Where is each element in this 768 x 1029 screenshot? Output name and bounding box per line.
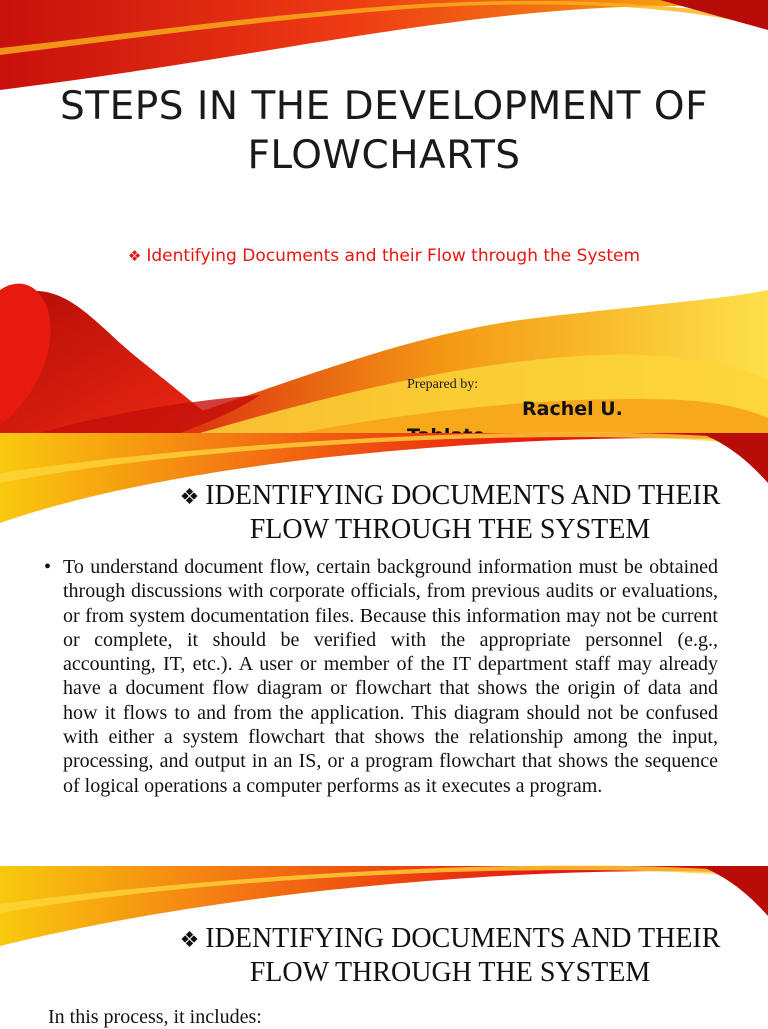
diamond-bullet-icon: ❖ bbox=[127, 247, 142, 265]
title-slide bbox=[0, 0, 768, 433]
diamond-bullet-icon: ❖ bbox=[179, 484, 200, 509]
content-slide bbox=[0, 838, 768, 1028]
prepared-by-label: Prepared by: bbox=[407, 377, 479, 392]
content-slide bbox=[0, 433, 768, 838]
bullet-icon: • bbox=[44, 556, 52, 578]
subtitle-text: Identifying Documents and their Flow through the System bbox=[146, 246, 641, 266]
slide-subtitle bbox=[0, 246, 768, 266]
slide-heading bbox=[160, 479, 740, 546]
slide-heading bbox=[160, 922, 740, 989]
slide-title: STEPS IN THE DEVELOPMENT OF FLOWCHARTS bbox=[59, 84, 708, 178]
heading-text: IDENTIFYING DOCUMENTS AND THEIR FLOW THROUGH THE SYSTEM bbox=[205, 923, 721, 988]
author-name: Rachel U. bbox=[522, 398, 623, 420]
wave-decoration bbox=[0, 0, 768, 433]
bullet-paragraph bbox=[44, 555, 718, 798]
diamond-bullet-icon: ❖ bbox=[179, 927, 200, 952]
paragraph-text: To understand document flow, certain background information must be obtained through discussions with corporate officials, from previous audits or evaluations, or from system documentation files. Because this information may not be current or complete, it should be verified with the appropriate personnel (e.g., accounting, IT, etc.). A user or member of the IT department staff may already have a document flow diagram or flowchart that shows the origin of data and how it flows to and from the application. This diagram should not be confused with either a system flowchart that shows the relationship among the input, processing, and output in an IS, or a program flowchart that shows the sequence of logical operations a computer performs as it executes a program. bbox=[63, 556, 718, 797]
heading-text: IDENTIFYING DOCUMENTS AND THEIR FLOW THROUGH THE SYSTEM bbox=[205, 480, 721, 545]
intro-text: In this process, it includes: bbox=[48, 1006, 262, 1028]
